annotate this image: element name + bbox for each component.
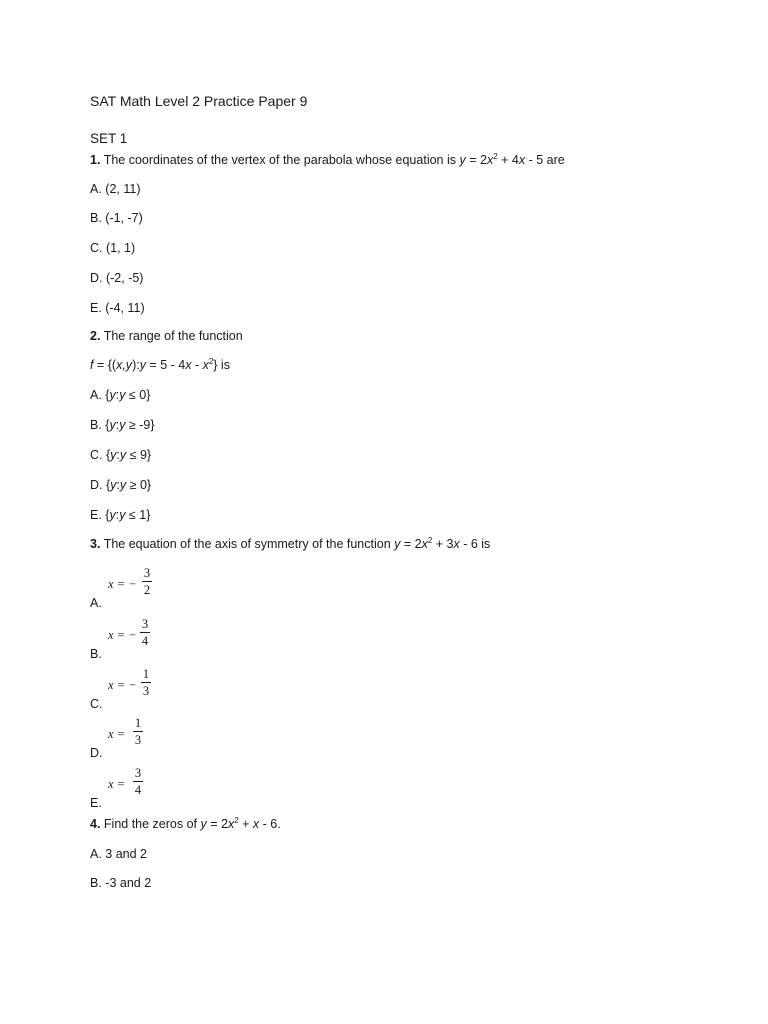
q2-option-c bbox=[90, 447, 151, 463]
equation-part: : bbox=[115, 508, 120, 522]
function-definition bbox=[90, 357, 230, 373]
option-label: B. bbox=[90, 647, 102, 661]
fraction bbox=[142, 566, 152, 597]
equation-part: : bbox=[116, 448, 120, 462]
option-label: C. { bbox=[90, 448, 111, 462]
equation-var: x bbox=[518, 153, 526, 167]
equation-var: y bbox=[119, 388, 126, 402]
equation-part: = 2 bbox=[206, 817, 228, 831]
fraction-bar bbox=[142, 581, 152, 582]
equation-part: ≤ 1} bbox=[125, 508, 151, 522]
question-4 bbox=[90, 816, 281, 832]
exponent: 2 bbox=[427, 536, 433, 545]
equation-var: x bbox=[185, 358, 192, 372]
option-label: E. bbox=[90, 796, 102, 810]
equation-var: y bbox=[119, 508, 126, 522]
equation-var: x bbox=[453, 537, 460, 551]
q3-option-d bbox=[90, 716, 290, 760]
equation-part: + 3 bbox=[432, 537, 454, 551]
q2-option-b bbox=[90, 417, 155, 433]
q3-option-c bbox=[90, 667, 290, 711]
fraction-bar bbox=[141, 682, 151, 683]
equation-lhs: x = − bbox=[108, 628, 137, 642]
denominator: 4 bbox=[134, 783, 142, 797]
equation-part: ≤ 0} bbox=[125, 388, 151, 402]
equation-lhs: x = bbox=[108, 727, 126, 741]
equation-part: + bbox=[238, 817, 253, 831]
equation-var: y bbox=[119, 418, 126, 432]
equation-part: - 6. bbox=[259, 817, 281, 831]
equation-var: y bbox=[200, 817, 207, 831]
fraction-bar bbox=[140, 632, 150, 633]
q1-option-e: E. (-4, 11) bbox=[90, 301, 145, 315]
option-label: D. bbox=[90, 746, 103, 760]
question-text: The equation of the axis of symmetry of the function bbox=[103, 537, 391, 551]
question-2 bbox=[90, 328, 243, 344]
equation-var: f bbox=[90, 358, 94, 372]
equation-part: : bbox=[115, 388, 120, 402]
equation-part: } is bbox=[213, 358, 230, 372]
q3-option-a bbox=[90, 566, 290, 610]
fraction bbox=[133, 716, 143, 747]
q1-option-a: A. (2, 11) bbox=[90, 182, 141, 196]
fraction bbox=[140, 617, 150, 648]
q2-option-a bbox=[90, 387, 150, 403]
denominator: 2 bbox=[143, 583, 151, 597]
question-3 bbox=[90, 536, 490, 552]
equation-var: y bbox=[394, 537, 401, 551]
question-number: 4. bbox=[90, 817, 101, 831]
equation-part: : bbox=[116, 478, 120, 492]
option-label: B. { bbox=[90, 418, 110, 432]
set-heading: SET 1 bbox=[90, 131, 128, 146]
denominator: 4 bbox=[141, 634, 149, 648]
equation-part: = 2 bbox=[465, 153, 487, 167]
equation-var: y bbox=[109, 388, 116, 402]
equation-lhs: x = bbox=[108, 777, 126, 791]
numerator: 1 bbox=[134, 716, 142, 730]
equation-part: + 4 bbox=[497, 153, 519, 167]
exponent: 2 bbox=[493, 152, 498, 161]
equation-var: y bbox=[109, 508, 116, 522]
question-text: The range of the function bbox=[103, 329, 243, 343]
q4-option-a: A. 3 and 2 bbox=[90, 847, 147, 861]
fraction bbox=[133, 766, 143, 797]
option-label: E. { bbox=[90, 508, 110, 522]
equation-part: - 5 are bbox=[525, 153, 565, 167]
option-label: C. bbox=[90, 697, 103, 711]
q4-option-b: B. -3 and 2 bbox=[90, 876, 152, 890]
equation-var: y bbox=[110, 478, 117, 492]
equation-var: y bbox=[110, 448, 117, 462]
q2-option-d bbox=[90, 477, 151, 493]
numerator: 3 bbox=[141, 617, 149, 631]
equation-var: y bbox=[459, 153, 466, 167]
equation-part: ): bbox=[132, 358, 140, 372]
q1-option-b: B. (-1, -7) bbox=[90, 211, 143, 225]
question-number: 3. bbox=[90, 537, 101, 551]
q3-option-b bbox=[90, 617, 290, 661]
question-number: 1. bbox=[90, 153, 101, 167]
option-label: A. { bbox=[90, 388, 110, 402]
equation-var: y bbox=[119, 478, 127, 492]
denominator: 3 bbox=[142, 684, 150, 698]
equation-part: : bbox=[115, 418, 120, 432]
equation-var: y bbox=[109, 418, 116, 432]
equation-part: ≥ -9} bbox=[125, 418, 155, 432]
q1-option-d: D. (-2, -5) bbox=[90, 271, 144, 285]
question-text: The coordinates of the vertex of the parabola whose equation is bbox=[103, 153, 456, 167]
question-1 bbox=[90, 152, 565, 168]
equation-var: x bbox=[486, 153, 494, 167]
equation-var: y bbox=[119, 448, 127, 462]
exponent: 2 bbox=[208, 357, 214, 366]
equation-part: = {( bbox=[93, 358, 117, 372]
fraction-bar bbox=[133, 781, 143, 782]
denominator: 3 bbox=[134, 733, 142, 747]
equation-part: - 6 is bbox=[459, 537, 491, 551]
numerator: 3 bbox=[134, 766, 142, 780]
option-label: D. { bbox=[90, 478, 111, 492]
equation-part: ≤ 9} bbox=[126, 448, 152, 462]
equation-lhs: x = − bbox=[108, 678, 137, 692]
equation-var: x,y bbox=[116, 358, 133, 372]
fraction bbox=[141, 667, 151, 698]
question-number: 2. bbox=[90, 329, 101, 343]
equation-var: x bbox=[202, 358, 209, 372]
equation-part: = 5 - 4 bbox=[145, 358, 186, 372]
q1-option-c: C. (1, 1) bbox=[90, 241, 136, 255]
equation-var: x bbox=[421, 537, 428, 551]
q3-option-e bbox=[90, 766, 290, 810]
equation-var: x bbox=[227, 817, 235, 831]
equation-var: y bbox=[139, 358, 146, 372]
equation-part: ≥ 0} bbox=[126, 478, 152, 492]
question-text: Find the zeros of bbox=[103, 817, 198, 831]
option-label: A. bbox=[90, 596, 102, 610]
equation-part: = 2 bbox=[400, 537, 422, 551]
equation-part: - bbox=[191, 358, 203, 372]
numerator: 3 bbox=[143, 566, 151, 580]
equation-lhs: x = − bbox=[108, 577, 137, 591]
numerator: 1 bbox=[142, 667, 150, 681]
document-title: SAT Math Level 2 Practice Paper 9 bbox=[90, 93, 308, 109]
fraction-bar bbox=[133, 731, 143, 732]
q2-option-e bbox=[90, 507, 150, 523]
exponent: 2 bbox=[234, 816, 239, 825]
equation-var: x bbox=[252, 817, 260, 831]
